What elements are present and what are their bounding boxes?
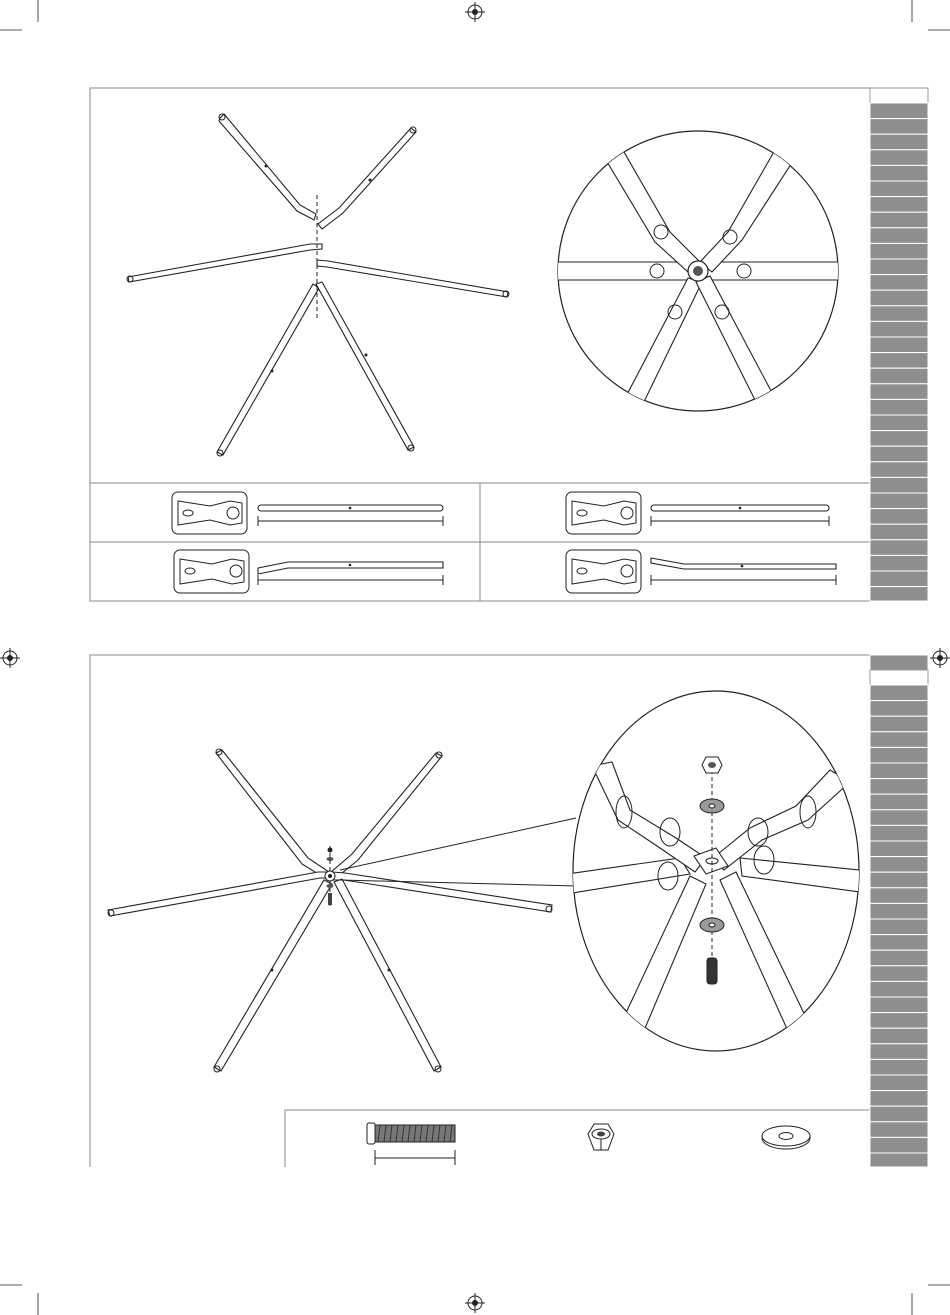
tab-cell [870, 462, 928, 478]
tab-cell [870, 997, 928, 1013]
tab-cell [870, 794, 928, 810]
tab-cell [870, 1013, 928, 1029]
tab-cell [870, 1059, 928, 1075]
tab-cell [870, 150, 928, 166]
tab-cell [870, 431, 928, 447]
tab-cell [870, 747, 928, 763]
registration-mark-bottom [465, 1293, 485, 1313]
tab-cell [870, 275, 928, 291]
part-rod-4 [566, 550, 836, 593]
hub-detail-view [540, 131, 860, 411]
bolt-detail-view [560, 691, 860, 1051]
tab-cell [870, 701, 928, 717]
rod-right [317, 260, 508, 297]
tab-cell [870, 197, 928, 213]
tab-cell [870, 212, 928, 228]
tab-cell [870, 290, 928, 306]
registration-mark-top [465, 2, 485, 22]
tab-cell [870, 571, 928, 587]
tab-cell [870, 763, 928, 779]
tab-cell [870, 165, 928, 181]
tab-cell [870, 779, 928, 795]
step-a-panel [90, 88, 870, 601]
rod-lower-right [316, 282, 414, 450]
tab-cell [870, 950, 928, 966]
language-tab-strip-a [870, 88, 928, 601]
tab-cell [870, 966, 928, 982]
exploded-frame-diagram [127, 114, 509, 456]
rod-upper-left [219, 114, 316, 220]
tab-cell [870, 732, 928, 748]
assembled-frame-diagram [108, 749, 576, 1072]
tab-cell [870, 857, 928, 873]
part-rod-2 [566, 492, 829, 534]
tab-cell [870, 415, 928, 431]
tab-cell [870, 524, 928, 540]
rod-left [128, 244, 322, 282]
tab-cell [870, 509, 928, 525]
tab-cell [870, 1075, 928, 1091]
tab-cell [870, 685, 928, 701]
tab-cell [870, 872, 928, 888]
tab-cell [870, 103, 928, 119]
part-rod-1 [172, 492, 443, 534]
hardware-washer [762, 1126, 810, 1149]
tab-cell [870, 810, 928, 826]
tab-cell [870, 716, 928, 732]
tab-cell [870, 446, 928, 462]
tab-cell [870, 259, 928, 275]
tab-cell [870, 888, 928, 904]
language-tab-strip-b [870, 655, 928, 1167]
tab-cell [870, 1153, 928, 1167]
tab-cell [870, 587, 928, 601]
tab-cell [870, 935, 928, 951]
tab-cell [870, 134, 928, 150]
tab-cell [870, 919, 928, 935]
tab-cell [870, 540, 928, 556]
tab-cell [870, 1106, 928, 1122]
tab-cell [870, 353, 928, 369]
tab-cell [870, 825, 928, 841]
tab-cell [870, 368, 928, 384]
step-b-panel [90, 655, 870, 1167]
tab-cell [870, 1122, 928, 1138]
tab-cell [870, 228, 928, 244]
tab-cell [870, 306, 928, 322]
tab-cell [870, 555, 928, 571]
part-rod-3 [174, 550, 443, 593]
registration-mark-left [0, 648, 20, 668]
registration-mark-right [930, 648, 950, 668]
tab-cell [870, 243, 928, 259]
hardware-lock-nut [588, 1124, 614, 1150]
tab-cell [870, 1091, 928, 1107]
tab-cell [870, 321, 928, 337]
tab-cell [870, 493, 928, 509]
tab-cell [870, 981, 928, 997]
rod-lower-left [217, 284, 319, 455]
tab-cell [870, 337, 928, 353]
tab-cell [870, 1044, 928, 1060]
tab-cell [870, 841, 928, 857]
tab-cell [870, 384, 928, 400]
rod-upper-right [318, 128, 416, 229]
tab-cell [870, 399, 928, 415]
tab-cell [870, 477, 928, 493]
tab-cell [870, 1028, 928, 1044]
tab-cell [870, 903, 928, 919]
tab-cell [870, 1137, 928, 1153]
hardware-bolt [367, 1123, 455, 1165]
tab-cell [870, 181, 928, 197]
tab-cell [870, 119, 928, 135]
